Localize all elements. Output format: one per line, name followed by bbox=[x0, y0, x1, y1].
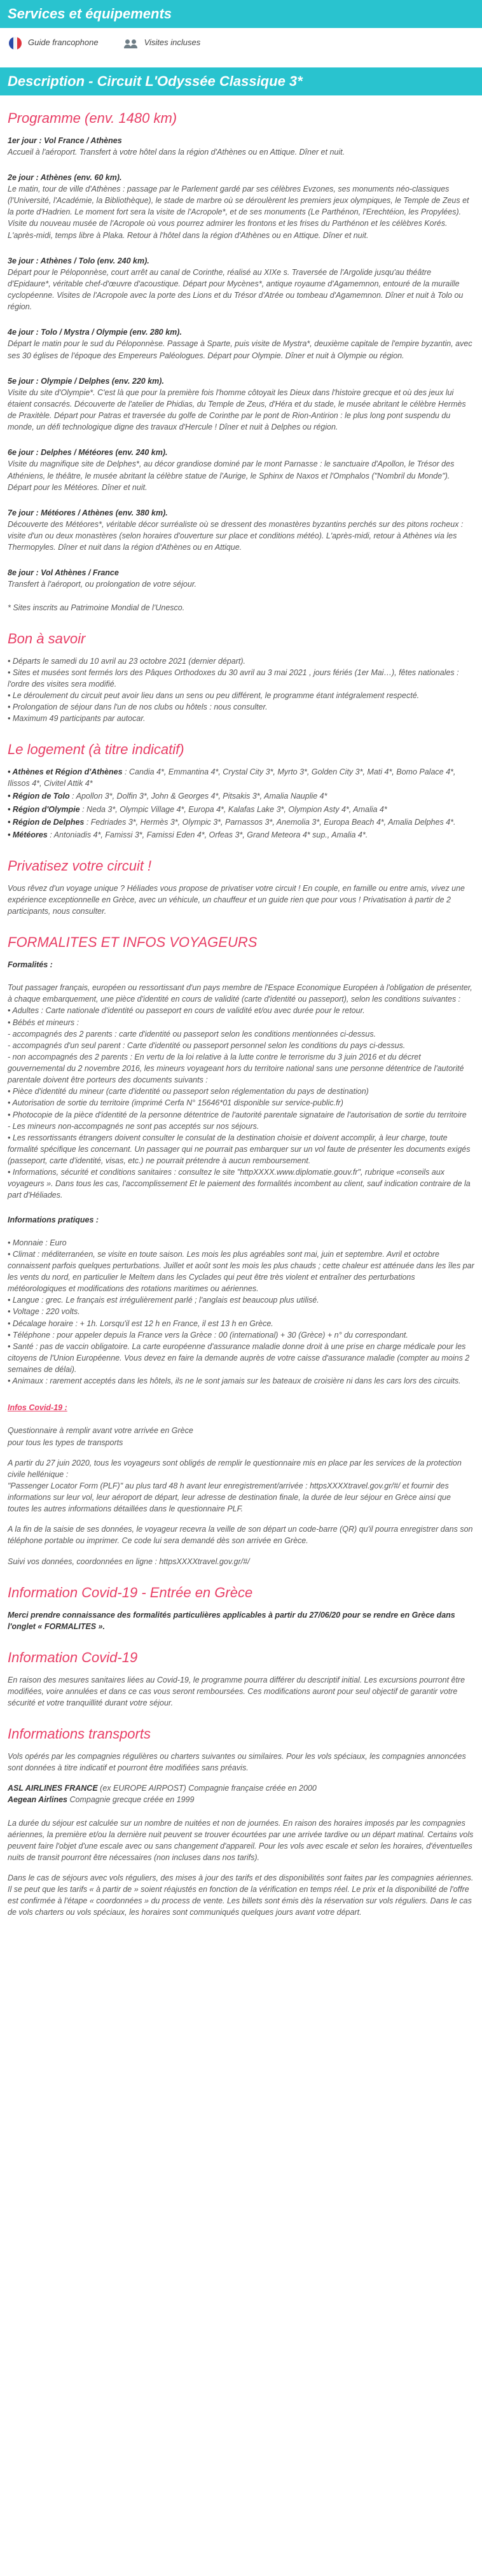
bon-a-savoir-list bbox=[0, 655, 482, 725]
day-title: 2e jour : Athènes (env. 60 km). bbox=[8, 172, 122, 182]
day-text: Visite du magnifique site de Delphes*, au décor grandiose dominé par le mont Parnasse : le sanctuaire d'Apollon, le Trésor des Athéniens, le théâtre, le musée abritant la célèbre statue de l'Aurige, le Sphinx de Naxos et l'Omphalos ("Nombril du Monde"). Départ pour les Météores. Dîner et nuit. bbox=[8, 459, 455, 492]
privatisez-title: Privatisez votre circuit ! bbox=[8, 857, 152, 874]
hotel-item bbox=[8, 766, 474, 789]
day-title: 3e jour : Athènes / Tolo (env. 240 km). bbox=[8, 256, 149, 265]
formalites-section bbox=[0, 959, 482, 1567]
company-name: Aegean Airlines bbox=[8, 1795, 68, 1805]
day-text: Accueil à l'aéroport. Transfert à votre hôtel dans la région d'Athènes ou en Attique. Dîner et nuit. bbox=[8, 147, 345, 157]
service-visits-label: Visites incluses bbox=[144, 38, 201, 48]
formalites-label: Formalités : bbox=[8, 960, 53, 970]
hotel-region: • Athènes et Région d'Athènes bbox=[8, 767, 123, 777]
bon-a-savoir-title: Bon à savoir bbox=[8, 630, 86, 647]
day-7 bbox=[8, 507, 474, 554]
day-text: Départ pour le Péloponnèse, court arrêt au canal de Corinthe, réalisé au XIXe s. Traversée de l'Argolide jusqu'au théâtre d'Epidaure*, véritable chef-d'œuvre d'acoustique. Départ pour Mycènes*, antique royaume d'Agamemnon, entouré de la muraille cyclopéenne. Visites de l'Acropole avec la porte des Lions et du Trésor d'Atrée ou tombeau d'Agamemnon. Dîner et nuit à Tolo ou région. bbox=[8, 267, 464, 312]
covid-info-section bbox=[0, 1674, 482, 1709]
france-flag-icon bbox=[9, 37, 22, 50]
practical-text: • Monnaie : Euro • Climat : méditerranéen, se visite en toute saison. Les mois les plus agréables sont mai, juin et septembre. Avril et octobre connaissent parfois quelques perturbations. Juillet et août sont les mois les plus chauds ; cette chaleur est atténuée dans les îles par les vents du nord, en particulier le Meltem dans les Cyclades qui peut être très violent et entraîner des perturbations météorologiques et modifications des rotations maritimes ou aériennes. • Langue : grec. Le français est irrégulièrement parlé ; l'anglais est beaucoup plus utilisé. • Voltage : 220 volts. • Décalage horaire : + 1h. Lorsqu'il est 12 h en France, il est 13 h en Grèce. • Téléphone : pour appeler depuis la France vers la Grèce : 00 (international) + 30 (Grèce) + n° du correspondant. • Santé : pas de vaccin obligatoire. La carte européenne d'assurance maladie donne droit à une prise en charge médicale pour les citoyens de l'Union Européenne. Vous devez en faire la demande auprès de votre caisse d'assurance maladie (compter au moins 2 semaines de délai). • Animaux : rarement acceptés dans les hôtels, ils ne le sont jamais sur les bateaux de croisière ni dans les cars lors des circuits. bbox=[8, 1238, 474, 1386]
day-title: 8e jour : Vol Athènes / France bbox=[8, 568, 119, 578]
services-banner: Services et équipements bbox=[0, 0, 482, 28]
service-visits bbox=[124, 37, 201, 49]
day-4 bbox=[8, 326, 474, 361]
hotel-region: • Région de Delphes bbox=[8, 817, 85, 827]
programme-days bbox=[0, 135, 482, 613]
list-item: • Maximum 49 participants par autocar. bbox=[8, 714, 146, 724]
programme-title: Programme (env. 1480 km) bbox=[8, 109, 177, 126]
hotel-names: : Candia 4*, Emmantina 4*, Crystal City 3*, Myrto 3*, Golden City 3*, Mati 4*, Bomo Palace 4*, Ilissos 4*, Civitel Attik 4* bbox=[8, 767, 456, 788]
day-6 bbox=[8, 447, 474, 493]
services-list bbox=[0, 28, 482, 59]
day-text: Visite du site d'Olympie*. C'est là que pour la première fois l'homme côtoyait les Dieux dans l'histoire grecque et où des jeux lui étaient consacrés. Découverte de l'atelier de Phidias, du Temple de Zeus, d'Héra et du stade, le musée abritant le célèbre Hermès de Praxitèle. Départ pour Patras et traversée du golfe de Corinthe par le pont de Rion-Antirion : le plus long pont suspendu du monde, un défi technologique digne des travaux d'Hercule ! Dîner et nuit à Delphes ou région. bbox=[8, 388, 466, 432]
covid-link[interactable]: Infos Covid-19 : bbox=[8, 1403, 67, 1413]
transports-para: La durée du séjour est calculée sur un nombre de nuitées et non de journées. En raison des horaires imposés par les compagnies aériennes, la première et/ou la dernière nuit peuvent se trouver écourtées par une arrivée tardive ou un départ matinal. Certains vols peuvent faire l'objet d'une escale avec ou sans changement d'appareil. Pour les vols avec escale et selon les horaires, d'éventuelles nuits de transit pourront être nécessaires (non incluses dans nos tarifs). bbox=[8, 1818, 474, 1862]
day-8 bbox=[8, 567, 474, 590]
hotel-names: : Apollon 3*, Dolfin 3*, John & Georges 4*, Pitsakis 3*, Amalia Nauplie 4* bbox=[69, 792, 327, 801]
day-text: Le matin, tour de ville d'Athènes : passage par le Parlement gardé par ses célèbres Evzones, ses monuments néo-classiques (l'Université, l'Académie, la Bibliothèque), le stade de marbre où se déroulèrent les premiers jeux olympiques, le Temple de Zeus et la porte d'Hadrien. Le moment fort sera la visite de l'Acropole*, et de ses monuments (Le Parthénon, l'Erechtéion, les Propylées). Visite du nouveau musée de l'Acropole où vous pourrez admirer les frontons et les frises du Parthénon et les célèbres Korés. L'après-midi, temps libre à Plaka. Retour à l'hôtel dans la région d'Athènes ou en Attique. Dîner et nuit. bbox=[8, 185, 469, 240]
hotel-names: : Antoniadis 4*, Famissi 3*, Famissi Eden 4*, Orfeas 3*, Grand Meteora 4* sup., Amalia 4*. bbox=[47, 830, 368, 839]
transports-title: Informations transports bbox=[8, 1726, 151, 1742]
company-desc: (ex EUROPE AIRPOST) Compagnie française créée en 2000 bbox=[97, 1784, 317, 1793]
day-title: 5e jour : Olympie / Delphes (env. 220 km). bbox=[8, 376, 164, 386]
covid-para: A partir du 27 juin 2020, tous les voyageurs sont obligés de remplir le questionnaire mis en place par les services de la protection civile hellénique : "Passenger Locator Form (PLF)" au plus tard 48 h avant leur enregistrement/arrivée : httpsXXXXtravel.gov.gr/#/ et fournir des informations sur leur vol, leur aéroport de départ, leur adresse de destination finale, la durée de leur séjour en Grèce ainsi que toutes les autres informations détaillées dans le questionnaire PLF. bbox=[8, 1458, 462, 1514]
formalites-text: Tout passager français, européen ou ressortissant d'un pays membre de l'Espace Economique Européen à l'obligation de présenter, à chaque embarquement, une pièce d'identité en cours de validité (carte d'identité ou passeport), selon les conditions suivantes : • Adultes : Carte nationale d'identité ou passeport en cours de validité et/ou avec durée pour le retour. • Bébés et mineurs : - accompagnés des 2 parents : carte d'identité ou passeport selon les conditions mentionnées ci-dessus. - accompagnés d'un seul parent : Carte d'identité ou passeport personnel selon les conditions du pays ci-dessus. - non accompagnés des 2 parents : En vertu de la loi relative à la lutte contre le terrorisme du 3 juin 2016 et du décret gouvernemental du 2 novembre 2016, les mineurs voyageant hors du territoire national sans une personne détentrice de l'autorité parentale doivent être porteurs des documents suivants : • Pièce d'identité du mineur (carte d'identité ou passeport selon réglementation du pays de destination) • Autorisation de sortie du territoire (imprimé Cerfa N° 15646*01 disponible sur service-public.fr) • Photocopie de la pièce d'identité de la personne détentrice de l'autorité parentale signataire de l'autorisation de sortie du territoire - Les mineurs non-accompagnés ne sont pas acceptés sur nos séjours. • Les ressortissants étrangers doivent consulter le consulat de la destination choisie et doivent accomplir, à leur charge, toute formalité spécifique les concernant. Un passager qui ne pourrait pas embarquer sur un vol faute de présenter les documents exigés (passeport, carte d'identité, visas, etc.) ne pourrait prétendre à aucun remboursement. • Informations, sécurité et conditions sanitaires : consultez le site "httpXXXX.www.diplomatie.gouv.fr", rubrique «conseils aux voyageurs ». Dans tous les cas, l'accomplissement Et le paiement des formalités incombent au client, sauf indication contraire de la part d'Héliades. bbox=[8, 983, 472, 1200]
company-name: ASL AIRLINES FRANCE bbox=[8, 1784, 98, 1793]
company-item bbox=[8, 1794, 474, 1805]
transports-intro: Vols opérés par les compagnies régulières ou charters suivantes ou similaires. Pour les vols spéciaux, les compagnies annoncées sont données à titre indicatif et pourront être modifiées sans préavis. bbox=[8, 1752, 466, 1773]
logement-list bbox=[0, 766, 482, 841]
privatisez-section bbox=[0, 883, 482, 917]
service-guide-label: Guide francophone bbox=[28, 38, 99, 48]
hotel-region: • Région de Tolo bbox=[8, 792, 70, 801]
hotel-region: • Météores bbox=[8, 830, 48, 839]
hotel-region: • Région d'Olympie bbox=[8, 804, 80, 814]
covid-para: Suivi vos données, coordonnées en ligne : httpsXXXXtravel.gov.gr/#/ bbox=[8, 1557, 250, 1566]
list-item: • Prolongation de séjour dans l'un de nos clubs ou hôtels : nous consulter. bbox=[8, 703, 268, 712]
covid-para: A la fin de la saisie de ses données, le voyageur recevra la veille de son départ un code-barre (QR) qu'il pourra enregistrer dans son téléphone portable ou imprimer. Ce code lui sera demandé dès son arrivée en Grèce. bbox=[8, 1525, 473, 1546]
service-guide bbox=[9, 37, 99, 50]
covid-info-title: Information Covid-19 bbox=[8, 1649, 138, 1665]
day-3 bbox=[8, 255, 474, 313]
covid-entree-section bbox=[0, 1609, 482, 1632]
hotel-names: : Neda 3*, Olympic Village 4*, Europa 4*, Kalafas Lake 3*, Olympion Asty 4*, Amalia 4* bbox=[79, 804, 387, 814]
day-1 bbox=[8, 135, 474, 158]
day-title: 1er jour : Vol France / Athènes bbox=[8, 136, 122, 145]
hotel-item bbox=[8, 790, 474, 802]
day-title: 4e jour : Tolo / Mystra / Olympie (env. 280 km). bbox=[8, 328, 182, 337]
transports-section bbox=[0, 1751, 482, 1919]
day-title: 7e jour : Météores / Athènes (env. 380 km). bbox=[8, 508, 168, 517]
group-icon bbox=[124, 38, 138, 48]
company-item bbox=[8, 1782, 474, 1794]
day-text: Départ le matin pour le sud du Péloponnèse. Passage à Sparte, puis visite de Mystra*, deuxième capitale de l'empire byzantin, avec ses 30 églises de l'époque des Empereurs Paléologues. Départ pour Olympie. Dîner et nuit à Olympie ou région. bbox=[8, 339, 472, 360]
unesco-note: * Sites inscrits au Patrimoine Mondial de l'Unesco. bbox=[8, 603, 185, 612]
hotel-item bbox=[8, 816, 474, 828]
formalites-title: FORMALITES ET INFOS VOYAGEURS bbox=[8, 934, 258, 951]
hotel-item bbox=[8, 804, 474, 815]
transports-para: Dans le cas de séjours avec vols réguliers, des mises à jour des tarifs et des disponibilités sont faites par les compagnies aériennes. Il se peut que les tarifs « à partir de » soient réajustés en fonction de la vérification en temps réel. Le prix et la disponibilité de l'offre est confirmée à l'étape « coordonnées » du process de vente. Les billets sont émis dès la réservation sur vols réguliers. Dans le cas de vols charters ou vols spéciaux, les horaires sont communiqués quelques jours avant votre départ. bbox=[8, 1873, 474, 1917]
covid-info-text: En raison des mesures sanitaires liées au Covid-19, le programme pourra différer du descriptif initial. Les excursions pourront être modifiées, voire annulées et dans ce cas vous seront remboursées. Ces modifications auront pour seul objectif de garantir votre sécurité et votre tranquillité durant votre séjour. bbox=[8, 1675, 465, 1708]
covid-para: Questionnaire à remplir avant votre arrivée en Grèce pour tous les types de transports bbox=[8, 1426, 193, 1447]
privatisez-text: Vous rêvez d'un voyage unique ? Héliades vous propose de privatiser votre circuit ! En couple, en famille ou entre amis, vivez une expérience exceptionnelle en Grèce, avec un véhicule, un chauffeur et un guide rien que pour vous ! Privatisation à partir de 2 participants, nous consulter. bbox=[8, 883, 465, 916]
hotel-names: : Fedriades 3*, Hermès 3*, Olympic 3*, Parnassos 3*, Anemolia 3*, Europa Beach 4*, Amalia Delphes 4*. bbox=[84, 817, 456, 827]
list-item: • Sites et musées sont fermés lors des Pâques Orthodoxes du 30 avril au 3 mai 2021 , jours fériés (1er Mai…), fêtes nationales : l'ordre des visites sera modifié. bbox=[8, 668, 459, 689]
practical-label: Informations pratiques : bbox=[8, 1215, 99, 1224]
list-item: • Le déroulement du circuit peut avoir lieu dans un sens ou peu différent, le programme étant intégralement respecté. bbox=[8, 690, 420, 700]
day-5 bbox=[8, 375, 474, 433]
day-title: 6e jour : Delphes / Météores (env. 240 km). bbox=[8, 448, 168, 458]
description-banner: Description - Circuit L'Odyssée Classique 3* bbox=[0, 67, 482, 95]
covid-entree-title: Information Covid-19 - Entrée en Grèce bbox=[8, 1584, 253, 1600]
hotel-item bbox=[8, 829, 474, 841]
logement-title: Le logement (à titre indicatif) bbox=[8, 741, 184, 758]
day-text: Transfert à l'aéroport, ou prolongation de votre séjour. bbox=[8, 580, 196, 589]
company-desc: Compagnie grecque créée en 1999 bbox=[67, 1795, 195, 1805]
list-item: • Départs le samedi du 10 avril au 23 octobre 2021 (dernier départ). bbox=[8, 656, 246, 666]
day-text: Découverte des Météores*, véritable décor surréaliste où se dressent des monastères byzantins perchés sur des pitons rocheux : visite d'un ou deux monastères (selon horaires d'ouverture sur place et conditions météo). L'après-midi, retour à Athènes via les Thermopyles. Dîner et nuit dans la région d'Athènes ou en Attique. bbox=[8, 519, 464, 552]
covid-entree-text: Merci prendre connaissance des formalités particulières applicables à partir du 27/06/20 pour se rendre en Grèce dans l'onglet « FORMALITES ». bbox=[8, 1610, 455, 1631]
day-2 bbox=[8, 172, 474, 241]
